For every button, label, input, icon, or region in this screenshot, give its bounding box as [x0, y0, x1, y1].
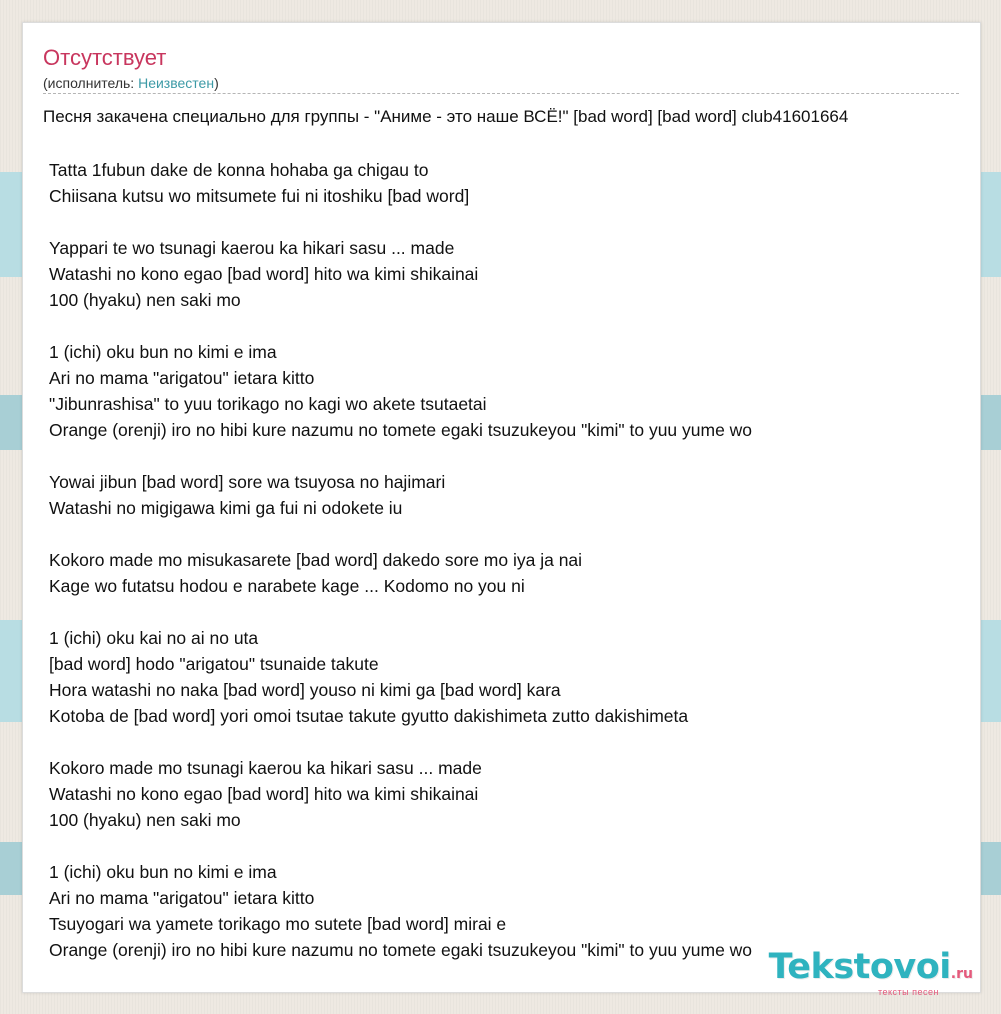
lyric-line: Yowai jibun [bad word] sore wa tsuyosa no hajimari [49, 472, 446, 492]
artist-suffix: ) [214, 75, 219, 91]
lyric-line [49, 443, 980, 469]
upload-note: Песня закачена специально для группы - "Аниме - это наше ВСЁ!" [bad word] [bad word] club41601664 [43, 107, 849, 126]
lyric-line: 100 (hyaku) nen saki mo [49, 810, 241, 830]
lyric-line: 1 (ichi) oku bun no kimi e ima [49, 342, 277, 362]
lyric-line: Kotoba de [bad word] yori omoi tsutae takute gyutto dakishimeta zutto dakishimeta [49, 706, 689, 726]
lyric-line [49, 313, 980, 339]
lyric-line [49, 833, 980, 859]
lyric-line: Watashi no kono egao [bad word] hito wa kimi shikainai [49, 264, 479, 284]
artist-link[interactable]: Неизвестен [138, 75, 215, 91]
logo-main-text: Tekstovoi [768, 947, 951, 987]
lyric-line: Watashi no migigawa kimi ga fui ni odokete iu [49, 498, 403, 518]
lyric-line [49, 599, 980, 625]
logo-wordmark [763, 948, 973, 993]
lyric-line: Ari no mama "arigatou" ietara kitto [49, 368, 315, 388]
artist-line [43, 74, 219, 92]
lyric-line: 100 (hyaku) nen saki mo [49, 290, 241, 310]
lyric-line: Kokoro made mo tsunagi kaerou ka hikari sasu ... made [49, 758, 482, 778]
lyric-line: [bad word] hodo "arigatou" tsunaide takute [49, 654, 379, 674]
artist-prefix: (исполнитель: [43, 75, 139, 91]
lyric-line [49, 729, 980, 755]
logo-suffix: .ru [950, 966, 973, 982]
lyric-line: Kage wo futatsu hodou e narabete kage ... Kodomo no you ni [49, 576, 525, 596]
lyric-line: "Jibunrashisa" to yuu torikago no kagi wo akete tsutaetai [49, 394, 487, 414]
lyric-line: Ari no mama "arigatou" ietara kitto [49, 888, 315, 908]
lyric-line: Chiisana kutsu wo mitsumete fui ni itoshiku [bad word] [49, 186, 470, 206]
lyrics-card [22, 22, 981, 993]
lyric-line: Yappari te wo tsunagi kaerou ka hikari sasu ... made [49, 238, 455, 258]
lyric-line: Hora watashi no naka [bad word] youso ni kimi ga [bad word] kara [49, 680, 561, 700]
lyric-line: Watashi no kono egao [bad word] hito wa kimi shikainai [49, 784, 479, 804]
lyric-line: Tsuyogari wa yamete torikago mo sutete [bad word] mirai e [49, 914, 507, 934]
site-logo[interactable] [763, 947, 973, 997]
lyric-line: 1 (ichi) oku kai no ai no uta [49, 628, 259, 648]
lyrics-body [49, 157, 980, 963]
lyric-line: Orange (orenji) iro no hibi kure nazumu no tomete egaki tsuzukeyou "kimi" to yuu yume wo [49, 420, 753, 440]
lyric-line: Kokoro made mo misukasarete [bad word] dakedo sore mo iya ja nai [49, 550, 583, 570]
song-title: Отсутствует [43, 45, 167, 70]
lyric-line [49, 521, 980, 547]
lyric-line: Tatta 1fubun dake de konna hohaba ga chigau to [49, 160, 429, 180]
lyric-line: 1 (ichi) oku bun no kimi e ima [49, 862, 277, 882]
lyric-line [49, 209, 980, 235]
logo-tagline: тексты песен [877, 987, 939, 997]
lyric-line: Orange (orenji) iro no hibi kure nazumu no tomete egaki tsuzukeyou "kimi" to yuu yume wo [49, 940, 753, 960]
title-divider [43, 93, 959, 94]
